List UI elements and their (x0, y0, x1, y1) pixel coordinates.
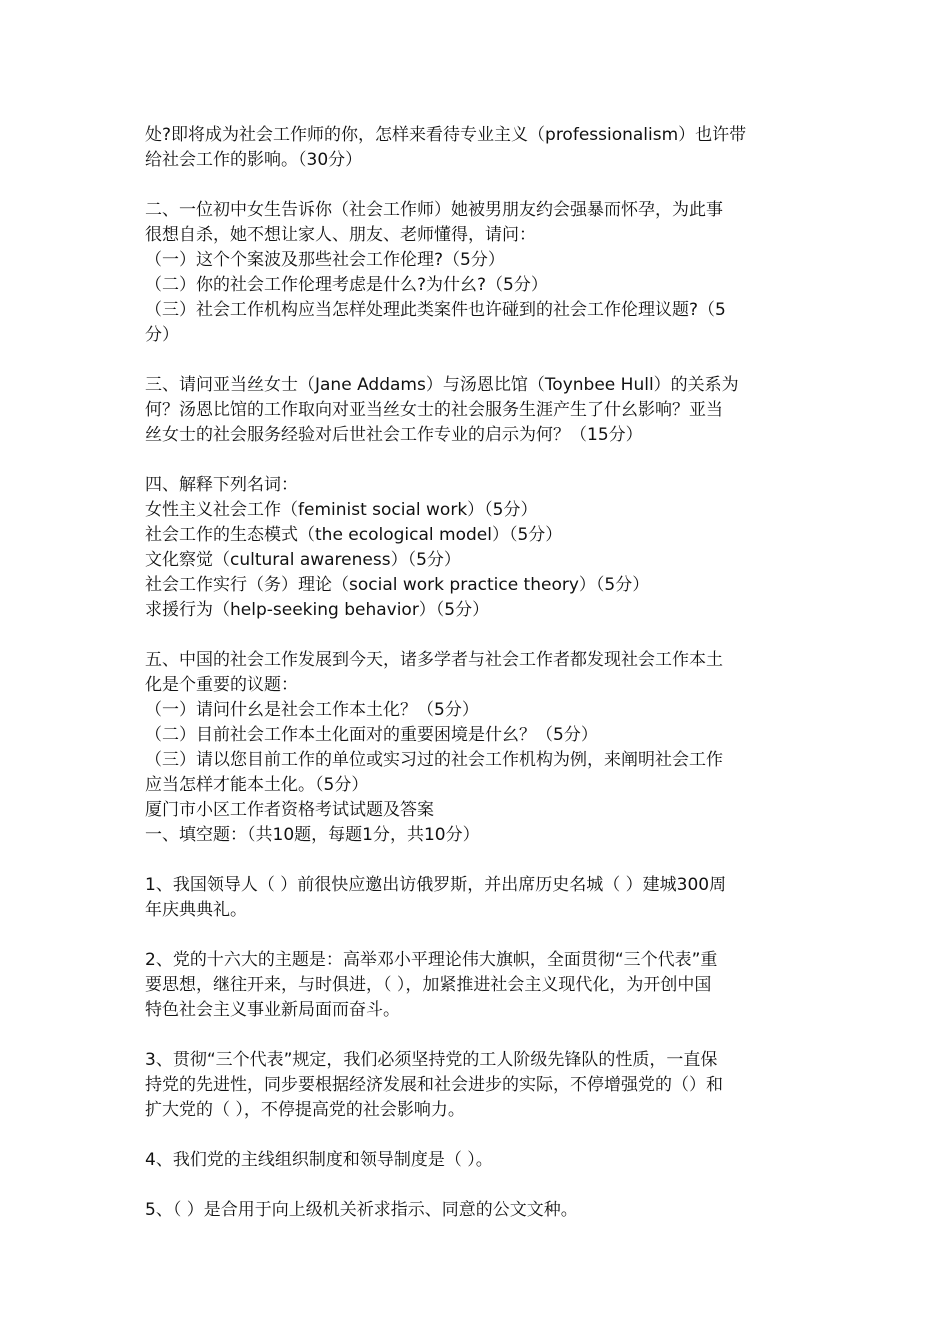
text-line: （二）目前社会工作本土化面对的重要困境是什幺？（5分） (145, 725, 598, 745)
text-line: 分） (145, 325, 179, 345)
text-line: 3、贯彻“三个代表”规定，我们必须坚持党的工人阶级先锋队的性质，一直保 (145, 1050, 718, 1070)
text-line: （二）你的社会工作伦理考虑是什么?为什幺?（5分） (145, 275, 548, 295)
text-line: （三）社会工作机构应当怎样处理此类案件也许碰到的社会工作伦理议题?（5 (145, 300, 726, 320)
blank-line (145, 448, 815, 473)
text-line: 三、请问亚当丝女士（Jane Addams）与汤恩比馆（Toynbee Hull）的关系为 (145, 375, 739, 395)
text-line: （一）这个个案波及那些社会工作伦理?（5分） (145, 250, 505, 270)
text-line: 给社会工作的影响。（30分） (145, 150, 363, 170)
text-line: 社会工作实行（务）理论（social work practice theory）（5分） (145, 575, 650, 595)
blank-line (145, 1123, 815, 1148)
text-line: 何？汤恩比馆的工作取向对亚当丝女士的社会服务生涯产生了什幺影响？亚当 (145, 400, 723, 420)
text-line: 应当怎样才能本土化。（5分） (145, 775, 369, 795)
blank-line (145, 923, 815, 948)
text-line: 2、党的十六大的主题是：高举邓小平理论伟大旗帜，全面贯彻“三个代表”重 (145, 950, 718, 970)
text-line: 五、中国的社会工作发展到今天，诸多学者与社会工作者都发现社会工作本土 (145, 650, 723, 670)
blank-line (145, 173, 815, 198)
blank-line (145, 623, 815, 648)
text-line: 很想自杀，她不想让家人、朋友、老师懂得，请问： (145, 225, 536, 245)
text-line: （一）请问什幺是社会工作本土化？（5分） (145, 700, 479, 720)
blank-line (145, 848, 815, 873)
text-line: 持党的先进性，同步要根据经济发展和社会进步的实际，不停增强党的（）和 (145, 1075, 723, 1095)
text-line: 文化察觉（cultural awareness）（5分） (145, 550, 461, 570)
blank-line (145, 1023, 815, 1048)
text-line: 厦门市小区工作者资格考试试题及答案 (145, 800, 434, 820)
text-line: 四、解释下列名词： (145, 475, 298, 495)
text-line: 5、（ ）是合用于向上级机关祈求指示、同意的公文文种。 (145, 1200, 578, 1220)
text-line: 化是个重要的议题： (145, 675, 298, 695)
blank-line (145, 348, 815, 373)
text-line: 处?即将成为社会工作师的你，怎样来看待专业主义（professionalism）也许带 (145, 125, 747, 145)
document-page (145, 123, 815, 1223)
text-line: 求援行为（help-seeking behavior）（5分） (145, 600, 490, 620)
text-line: 1、我国领导人（ ）前很快应邀出访俄罗斯，并出席历史名城（ ）建城300周 (145, 875, 727, 895)
blank-line (145, 1173, 815, 1198)
text-line: 特色社会主义事业新局面而奋斗。 (145, 1000, 400, 1020)
text-line: 一、填空题：（共10题，每题1分，共10分） (145, 825, 480, 845)
text-line: 要思想，继往开来，与时俱进，（ ），加紧推进社会主义现代化，为开创中国 (145, 975, 712, 995)
text-line: 扩大党的（ ），不停提高党的社会影响力。 (145, 1100, 465, 1120)
text-line: 年庆典典礼。 (145, 900, 247, 920)
text-line: 丝女士的社会服务经验对后世社会工作专业的启示为何？（15分） (145, 425, 643, 445)
text-line: 社会工作的生态模式（the ecological model）（5分） (145, 525, 563, 545)
text-line: （三）请以您目前工作的单位或实习过的社会工作机构为例，来阐明社会工作 (145, 750, 723, 770)
text-line: 女性主义社会工作（feminist social work）（5分） (145, 500, 538, 520)
text-line: 4、我们党的主线组织制度和领导制度是（ ）。 (145, 1150, 493, 1170)
text-line: 二、一位初中女生告诉你（社会工作师）她被男朋友约会强暴而怀孕，为此事 (145, 200, 723, 220)
